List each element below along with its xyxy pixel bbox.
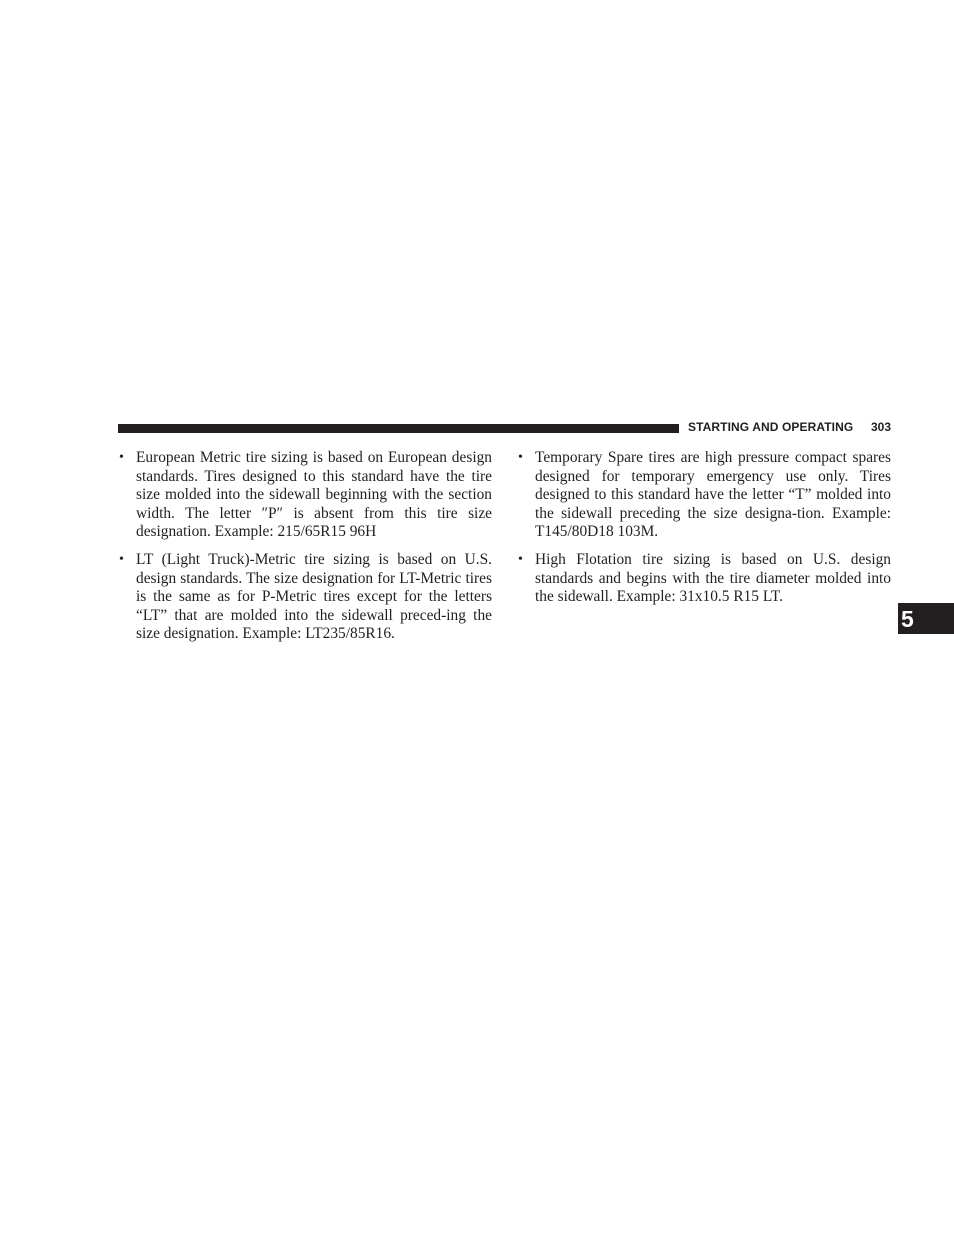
list-item (517, 449, 891, 542)
list-item-text: LT (Light Truck)-Metric tire sizing is based on U.S. design standards. The size designation for LT-Metric tires is the same as for P-Metric tires except for the letters “LT” that are molded into the sidewall preced-ing the size designation. Example: LT235/85R16. (136, 550, 492, 643)
bullet-icon: • (119, 551, 124, 567)
header-rule (118, 424, 679, 433)
bullet-icon: • (518, 450, 523, 465)
left-column (118, 449, 492, 653)
bullet-icon: • (518, 551, 523, 567)
list-item-text: High Flotation tire sizing is based on U.S. design standards and begins with the tire diameter molded into the sidewall. Example: 31x10.5 R15 LT. (535, 550, 891, 606)
list-item (118, 449, 492, 542)
bullet-icon: • (119, 450, 124, 465)
chapter-number: 5 (901, 606, 914, 632)
page-number: 303 (871, 420, 892, 434)
list-item-text: Temporary Spare tires are high pressure compact spares designed for temporary emergency use only. Tires designed to this standard have the letter “T” molded into the sidewall preceding the size designa-tion. Example: T145/80D18 103M. (535, 449, 891, 541)
list-item (517, 551, 891, 607)
right-column (517, 449, 891, 616)
list-item (118, 551, 492, 644)
list-item-text: European Metric tire sizing is based on European design standards. Tires designed to this standard have the tire size molded into the sidewall beginning with the section width. The letter ″P″ is absent from this tire size designation. Example: 215/65R15 96H (136, 449, 492, 541)
section-title: STARTING AND OPERATING (688, 420, 854, 434)
chapter-tab (898, 603, 954, 634)
